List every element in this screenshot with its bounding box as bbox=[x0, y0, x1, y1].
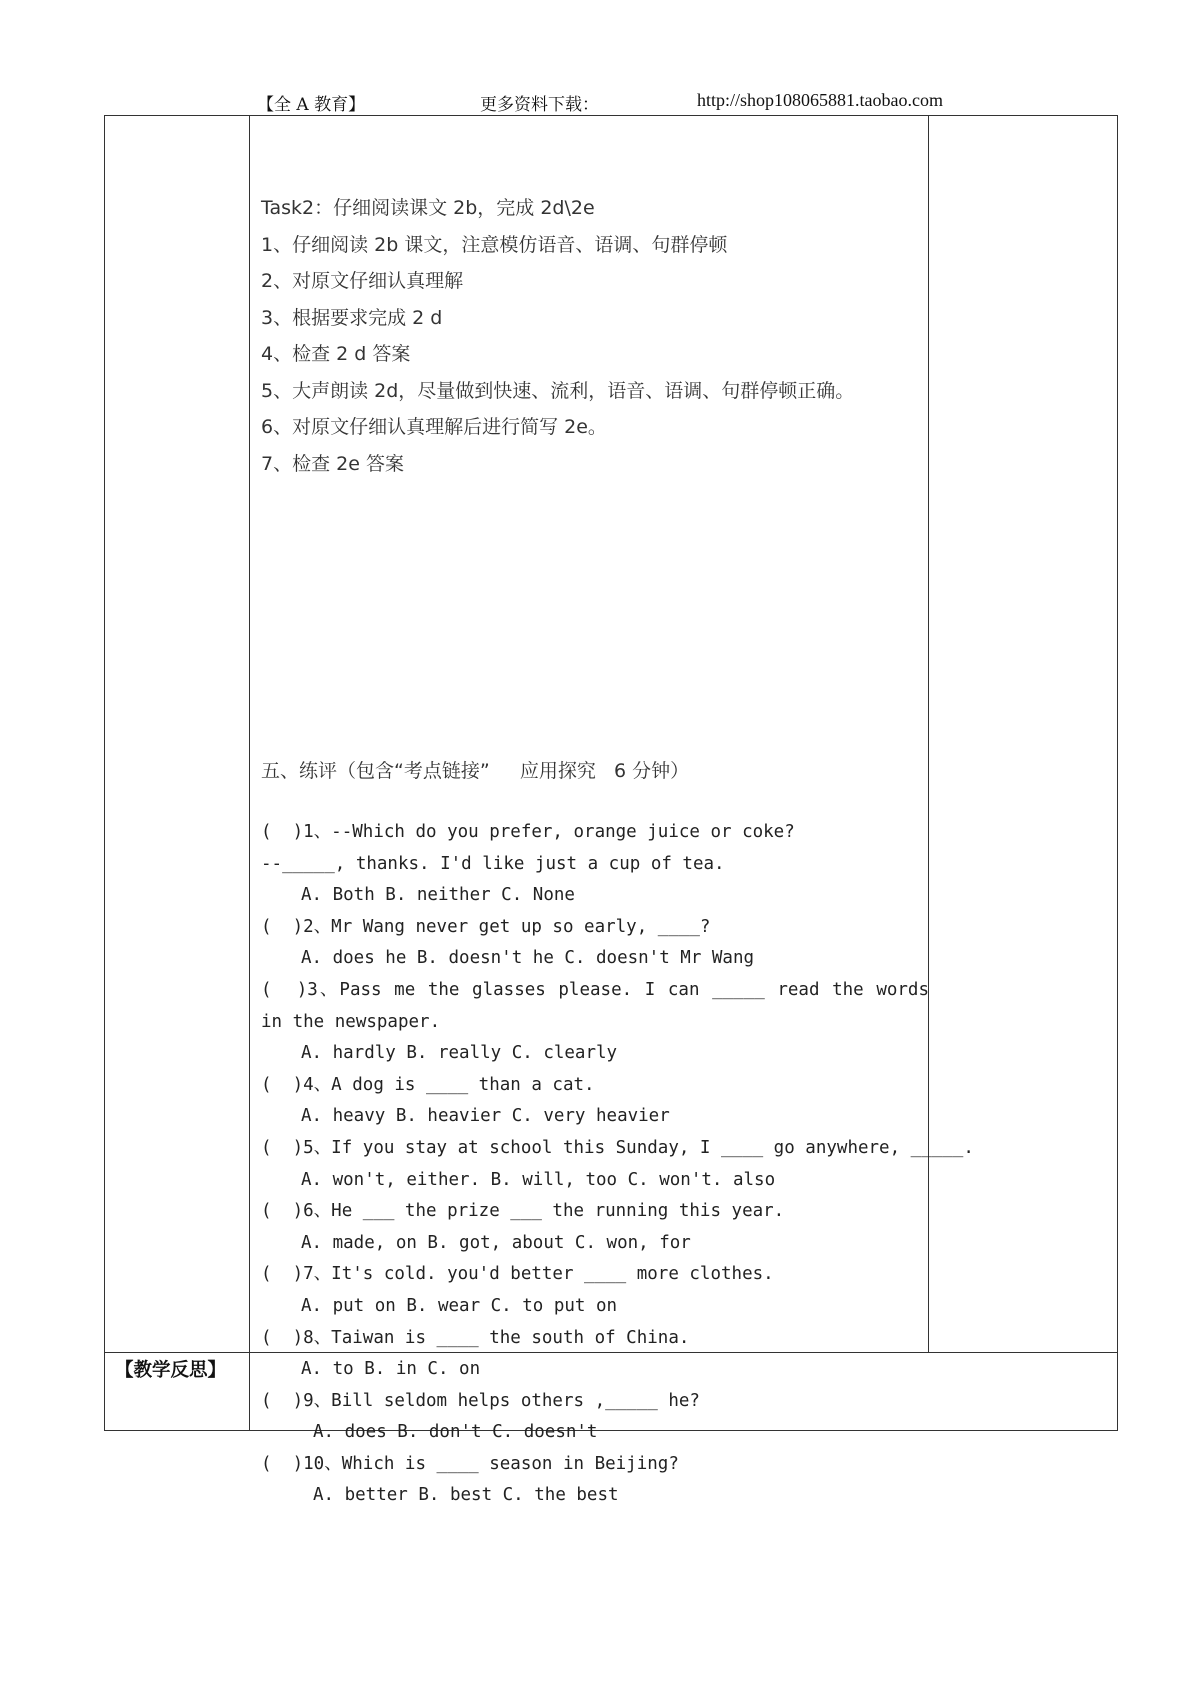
task-line: 4、检查 2 d 答案 bbox=[261, 343, 411, 365]
shop-url-link[interactable]: http://shop108065881.taobao.com bbox=[697, 90, 943, 110]
reflection-label: 【教学反思】 bbox=[115, 1360, 227, 1381]
lesson-content bbox=[261, 190, 974, 1506]
quiz-options: A. better B. best C. the best bbox=[313, 1485, 619, 1506]
quiz-question: --_____, thanks. I'd like just a cup of tea. bbox=[261, 853, 725, 874]
task-line: 5、大声朗读 2d，尽量做到快速、流利，语音、语调、句群停顿正确。 bbox=[261, 379, 855, 402]
quiz-question: ( )2、Mr Wang never get up so early, ____? bbox=[261, 916, 711, 937]
quiz-question: ( )10、Which is ____ season in Beijing? bbox=[261, 1453, 679, 1474]
task-list bbox=[261, 190, 929, 482]
task-line: 7、检查 2e 答案 bbox=[261, 452, 404, 475]
section-title: 五、练评（包含“考点链接” 应用探究 6 分钟） bbox=[261, 760, 690, 782]
quiz-options: A. made, on B. got, about C. won, for bbox=[301, 1232, 691, 1253]
quiz-options: A. Both B. neither C. None bbox=[301, 885, 575, 906]
quiz-options: A. heavy B. heavier C. very heavier bbox=[301, 1106, 670, 1127]
quiz-question: ( )8、Taiwan is ____ the south of China. bbox=[261, 1327, 690, 1348]
task-line: Task2：仔细阅读课文 2b，完成 2d\2e bbox=[261, 197, 595, 219]
quiz-options: A. does B. don't C. doesn't bbox=[313, 1422, 598, 1443]
quiz-list bbox=[261, 817, 974, 1512]
quiz-options: A. does he B. doesn't he C. doesn't Mr Wang bbox=[301, 948, 755, 969]
page-header bbox=[0, 90, 1200, 114]
quiz-options: A. won't, either. B. will, too C. won't. also bbox=[301, 1169, 776, 1190]
quiz-question: ( )1、--Which do you prefer, orange juice or coke? bbox=[261, 822, 795, 842]
quiz-question: ( )4、A dog is ____ than a cat. bbox=[261, 1074, 595, 1095]
quiz-options: A. put on B. wear C. to put on bbox=[301, 1295, 618, 1316]
task-line: 2、对原文仔细认真理解 bbox=[261, 270, 464, 292]
quiz-question: ( )5、If you stay at school this Sunday, I ____ go anywhere, _____. bbox=[261, 1137, 974, 1158]
brand-label: 【全 A 教育】 bbox=[257, 95, 366, 115]
quiz-options: A. hardly B. really C. clearly bbox=[301, 1043, 618, 1064]
task-line: 6、对原文仔细认真理解后进行简写 2e。 bbox=[261, 416, 607, 438]
task-line: 1、仔细阅读 2b 课文，注意模仿语音、语调、句群停顿 bbox=[261, 233, 728, 256]
quiz-question: ( )7、It's cold. you'd better ____ more clothes. bbox=[261, 1264, 774, 1285]
quiz-question: ( )3、Pass me the glasses please. I can _____ read the words in the newspaper. bbox=[261, 979, 940, 1032]
col-divider-left bbox=[249, 116, 250, 1430]
task-line: 3、根据要求完成 2 d bbox=[261, 306, 443, 329]
quiz-question: ( )6、He ___ the prize ___ the running this year. bbox=[261, 1201, 785, 1222]
quiz-options: A. to B. in C. on bbox=[301, 1359, 481, 1380]
download-label: 更多资料下载： bbox=[480, 95, 599, 115]
quiz-question: ( )9、Bill seldom helps others ,_____ he? bbox=[261, 1390, 700, 1411]
